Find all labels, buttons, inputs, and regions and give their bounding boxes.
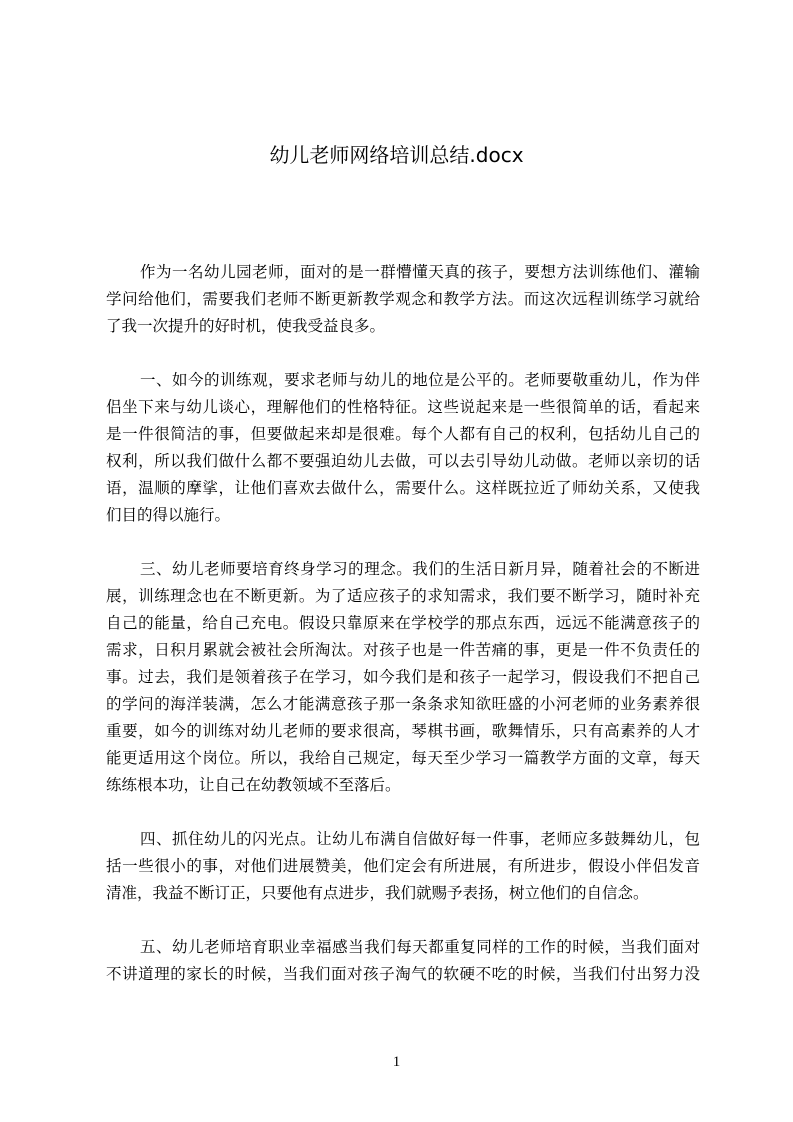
paragraph xyxy=(106,934,700,988)
paragraph-line: 的学问的海洋装满，怎么才能满意孩子那一条条求知欲旺盛的小河老师的业务素养很 xyxy=(106,695,700,713)
paragraph-line: 三、幼儿老师要培育终身学习的理念。我们的生活日新月异，随着社会的不断进 xyxy=(140,560,700,578)
paragraph-line: 不讲道理的家长的时候，当我们面对孩子淘气的软硬不吃的时候，当我们付出努力没 xyxy=(106,965,700,983)
paragraph-line: 学问给他们，需要我们老师不断更新教学观念和教学方法。而这次远程训练学习就给 xyxy=(106,290,700,308)
paragraph-line: 需求，日积月累就会被社会所淘汰。对孩子也是一件苦痛的事，更是一件不负责任的 xyxy=(106,641,700,659)
paragraph xyxy=(106,826,700,907)
paragraph xyxy=(106,556,700,799)
paragraph-line: 了我一次提升的好时机，使我受益良多。 xyxy=(106,317,386,335)
paragraph-line: 四、抓住幼儿的闪光点。让幼儿布满自信做好每一件事，老师应多鼓舞幼儿，包 xyxy=(140,830,700,848)
paragraph-line: 语，温顺的摩挲，让他们喜欢去做什么，需要什么。这样既拉近了师幼关系，又使我 xyxy=(106,479,700,497)
paragraph-line: 括一些很小的事，对他们进展赞美，他们定会有所进展，有所进步，假设小伴侣发音 xyxy=(106,857,700,875)
paragraph-line: 侣坐下来与幼儿谈心，理解他们的性格特征。这些说起来是一些很简单的话，看起来 xyxy=(106,398,700,416)
document-body xyxy=(106,259,700,1015)
paragraph-line: 清准，我益不断订正，只要他有点进步，我们就赐予表扬，树立他们的自信念。 xyxy=(106,884,649,902)
paragraph-line: 练练根本功，让自己在幼教领域不至落后。 xyxy=(106,776,401,794)
paragraph-line: 能更适用这个岗位。所以，我给自己规定，每天至少学习一篇教学方面的文章，每天 xyxy=(106,749,700,767)
paragraph xyxy=(106,367,700,529)
paragraph xyxy=(106,259,700,340)
paragraph-line: 一、如今的训练观，要求老师与幼儿的地位是公平的。老师要敬重幼儿，作为伴 xyxy=(140,371,700,389)
paragraph-line: 事。过去，我们是领着孩子在学习，如今我们是和孩子一起学习，假设我们不把自己 xyxy=(106,668,700,686)
document-title: 幼儿老师网络培训总结.docx xyxy=(269,143,524,167)
paragraph-line: 是一件很简洁的事，但要做起来却是很难。每个人都有自己的权利，包括幼儿自己的 xyxy=(106,425,700,443)
page-number: 1 xyxy=(392,1054,401,1070)
paragraph-line: 自己的能量，给自己充电。假设只靠原来在学校学的那点东西，远远不能满意孩子的 xyxy=(106,614,700,632)
paragraph-line: 权利，所以我们做什么都不要强迫幼儿去做，可以去引导幼儿动做。老师以亲切的话 xyxy=(106,452,700,470)
paragraph-line: 作为一名幼儿园老师，面对的是一群懵懂天真的孩子，要想方法训练他们、灌输 xyxy=(140,263,700,281)
paragraph-line: 展，训练理念也在不断更新。为了适应孩子的求知需求，我们要不断学习，随时补充 xyxy=(106,587,700,605)
paragraph-line: 五、幼儿老师培育职业幸福感当我们每天都重复同样的工作的时候，当我们面对 xyxy=(140,938,700,956)
paragraph-line: 重要，如今的训练对幼儿老师的要求很高，琴棋书画，歌舞情乐，只有高素养的人才 xyxy=(106,722,700,740)
paragraph-line: 们目的得以施行。 xyxy=(106,506,231,524)
